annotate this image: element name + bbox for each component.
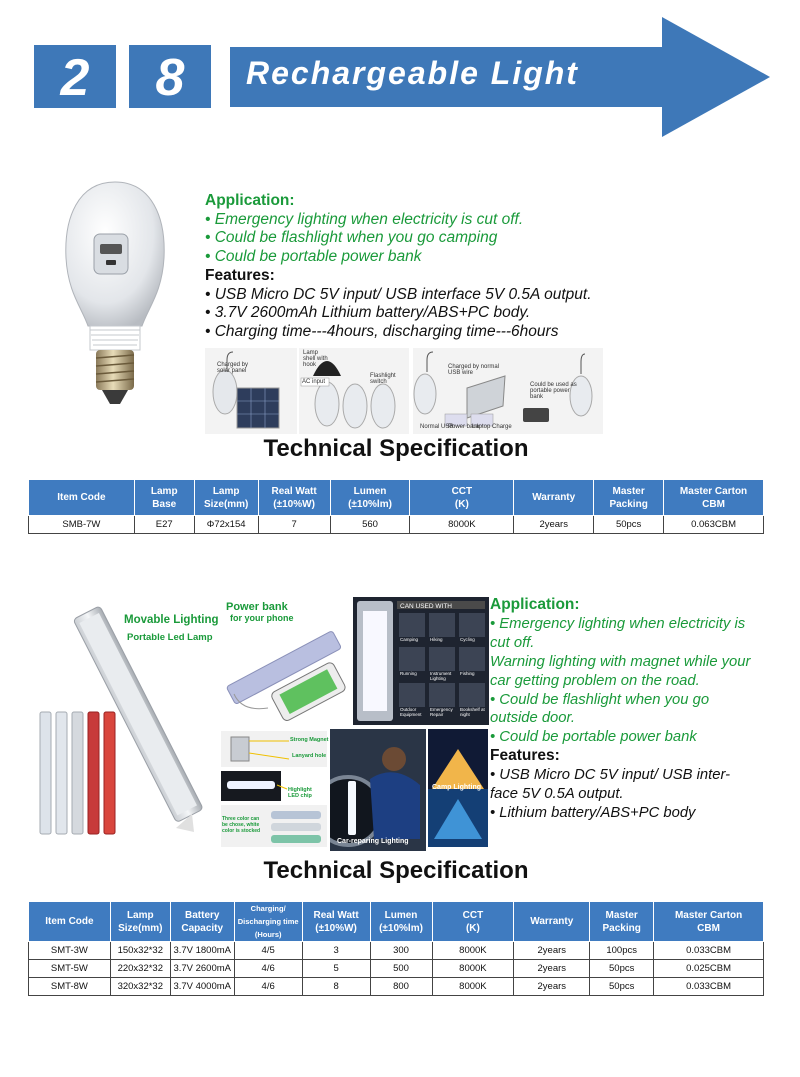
- caption-ac: AC input: [302, 379, 326, 385]
- page-number-digit-1: 2: [34, 45, 116, 108]
- scenario-label: Bookshelf at night: [460, 707, 485, 717]
- application-line: • Could be portable power bank: [490, 729, 697, 746]
- column-header-line: CBM: [702, 498, 725, 510]
- application-line: car getting problem on the road.: [490, 672, 700, 689]
- column-header-line: Charging/: [250, 904, 286, 913]
- table-cell: 2years: [514, 978, 590, 996]
- table-row: [29, 516, 764, 534]
- table-cell: SMT-3W: [29, 942, 111, 960]
- table-cell: 2years: [514, 960, 590, 978]
- column-header: [134, 480, 194, 516]
- column-header-line: Master Carton: [674, 909, 743, 921]
- column-header: [654, 902, 764, 942]
- feature-line: • Lithium battery/ABS+PC body: [490, 804, 696, 821]
- table-cell: SMB-7W: [29, 516, 135, 534]
- caption-tag-powerbank: Power bank: [448, 424, 480, 430]
- application-heading: Application:: [490, 596, 580, 613]
- column-header-line: Lamp: [150, 485, 178, 497]
- features-heading: Features:: [490, 747, 560, 765]
- table-cell: 5: [302, 960, 370, 978]
- feature-line: • USB Micro DC 5V input/ USB inter-: [490, 767, 731, 784]
- column-header: [170, 902, 234, 942]
- use-scenarios-image: [353, 597, 489, 725]
- column-header-line: (±10%lm): [379, 922, 423, 934]
- column-header: [432, 902, 514, 942]
- table-cell: 4/6: [234, 960, 302, 978]
- column-header-line: Battery: [185, 909, 220, 921]
- table-cell: 3: [302, 942, 370, 960]
- table-cell: 220x32*32: [110, 960, 170, 978]
- column-header-line: Master: [605, 909, 638, 921]
- scenario-label: Fishing: [460, 671, 475, 676]
- application-line: • Emergency lighting when electricity is: [490, 615, 746, 632]
- column-header-line: Lumen: [353, 485, 387, 497]
- table-cell: 50pcs: [590, 978, 654, 996]
- column-header: [514, 902, 590, 942]
- column-header-line: (±10%lm): [348, 498, 392, 510]
- column-header-line: (K): [454, 498, 469, 510]
- caption-flash: Flashlight switch: [370, 373, 396, 385]
- movable-lighting-label: Movable Lighting: [124, 614, 219, 626]
- table-cell: SMT-8W: [29, 978, 111, 996]
- column-header: [234, 902, 302, 942]
- scenario-label: Cycling: [460, 637, 475, 642]
- feature-item: • USB Micro DC 5V input/ USB interface 5V 0.5A output.: [205, 285, 592, 303]
- power-bank-label: Power bank: [226, 601, 288, 613]
- column-header-line: CCT: [451, 485, 473, 497]
- page-title: Rechargeable Light: [246, 55, 579, 91]
- caption-solar: Charged by solar panel: [217, 362, 249, 374]
- scenario-label: Instrument Lighting: [430, 671, 452, 681]
- table-row: [29, 960, 764, 978]
- feature-item: • Charging time---4hours, discharging time---6hours: [205, 322, 559, 340]
- table-header-row: [29, 902, 764, 942]
- table-cell: 0.033CBM: [654, 978, 764, 996]
- caption-powerbank: Could be used as portable power bank: [530, 382, 577, 400]
- column-header-line: Lumen: [384, 909, 418, 921]
- table-row: [29, 942, 764, 960]
- caption-tag-laptop: Laptop Charge: [472, 424, 512, 430]
- column-header-line: Item Code: [45, 916, 94, 927]
- spec-table-2: [28, 901, 764, 996]
- column-header: [110, 902, 170, 942]
- table-cell: 100pcs: [590, 942, 654, 960]
- table-cell: 8: [302, 978, 370, 996]
- column-header: [594, 480, 664, 516]
- spec-table-1: [28, 479, 764, 534]
- table-cell: 8000K: [432, 960, 514, 978]
- table-cell: 4/5: [234, 942, 302, 960]
- application-line: cut off.: [490, 634, 535, 651]
- column-header: [590, 902, 654, 942]
- column-header-line: CCT: [462, 909, 484, 921]
- column-header-line: Master: [612, 485, 645, 497]
- scenario-label: Emergency Repair: [430, 707, 453, 717]
- spec-title-1: Technical Specification: [263, 435, 529, 462]
- column-header-line: Discharging time: [237, 917, 299, 926]
- column-header-line: Master Carton: [679, 485, 748, 497]
- table-cell: 560: [330, 516, 410, 534]
- column-header-line: Packing: [602, 922, 641, 934]
- column-header: [258, 480, 330, 516]
- camp-lighting-label: Camp Lighting: [432, 784, 481, 791]
- page-number-digit-2: 8: [129, 45, 211, 108]
- table-cell: 0.063CBM: [664, 516, 764, 534]
- table-header-row: [29, 480, 764, 516]
- feature-line: face 5V 0.5A output.: [490, 786, 624, 803]
- column-header-line: Base: [152, 498, 177, 510]
- caption-hook: Lamp shell with hook: [303, 350, 328, 368]
- table-cell: 3.7V 1800mA: [170, 942, 234, 960]
- banner-arrow-icon: [662, 17, 770, 137]
- features-heading: Features:: [205, 266, 275, 284]
- power-bank-phone-image: [222, 622, 346, 722]
- column-header-line: (±10%W): [315, 922, 357, 934]
- column-header-line: CBM: [697, 922, 720, 934]
- column-header-line: Size(mm): [203, 498, 249, 510]
- table-cell: Φ72x154: [194, 516, 258, 534]
- table-cell: 50pcs: [594, 516, 664, 534]
- table-cell: 7: [258, 516, 330, 534]
- table-cell: 3.7V 4000mA: [170, 978, 234, 996]
- column-header-line: Real Watt: [271, 485, 317, 497]
- car-repairing-label: Car-reparing Lighting: [337, 838, 409, 845]
- can-used-with-label: CAN USED WITH: [400, 603, 452, 610]
- table-cell: 50pcs: [590, 960, 654, 978]
- scenario-label: Hiking: [430, 637, 443, 642]
- column-header: [330, 480, 410, 516]
- table-cell: E27: [134, 516, 194, 534]
- application-item: • Emergency lighting when electricity is cut off.: [205, 210, 524, 228]
- table-cell: 150x32*32: [110, 942, 170, 960]
- column-header-line: Warranty: [530, 916, 574, 927]
- application-line: • Could be flashlight when you go: [490, 691, 710, 708]
- car-repair-photo: [330, 729, 426, 851]
- column-header-line: (K): [465, 922, 480, 934]
- highlight-led-label: Highlight LED chip: [288, 787, 312, 799]
- spec-title-2: Technical Specification: [263, 857, 529, 884]
- table-cell: SMT-5W: [29, 960, 111, 978]
- column-header-line: Capacity: [181, 922, 224, 934]
- column-header-line: Size(mm): [118, 922, 163, 934]
- table-row: [29, 978, 764, 996]
- column-header: [514, 480, 594, 516]
- table-cell: 8000K: [432, 978, 514, 996]
- column-header-line: Packing: [609, 498, 648, 510]
- column-header: [410, 480, 514, 516]
- column-header: [194, 480, 258, 516]
- column-header: [664, 480, 764, 516]
- table-cell: 8000K: [410, 516, 514, 534]
- column-header-line: (Hours): [254, 930, 282, 939]
- application-line: Warning lighting with magnet while your: [490, 653, 751, 670]
- scenario-label: Outdoor Equipment: [400, 707, 422, 717]
- caption-usb: Charged by normal USB wire: [448, 364, 500, 376]
- table-cell: 3.7V 2600mA: [170, 960, 234, 978]
- section2-description: [490, 596, 750, 823]
- column-header-line: Real Watt: [313, 909, 359, 921]
- column-header: [29, 902, 111, 942]
- scenario-label: Running: [400, 671, 417, 676]
- column-header-line: Lamp: [212, 485, 240, 497]
- strong-magnet-label: Strong Magnet: [290, 737, 329, 743]
- table-cell: 2years: [514, 942, 590, 960]
- table-cell: 320x32*32: [110, 978, 170, 996]
- portable-lamp-label: Portable Led Lamp: [127, 632, 213, 643]
- column-header: [370, 902, 432, 942]
- caption-tag-usb: Normal USB: [420, 424, 454, 430]
- application-line: outside door.: [490, 710, 576, 727]
- section1-description: [205, 192, 592, 342]
- table-cell: 300: [370, 942, 432, 960]
- table-cell: 8000K: [432, 942, 514, 960]
- table-cell: 2years: [514, 516, 594, 534]
- application-item: • Could be portable power bank: [205, 248, 422, 266]
- three-color-label: Three color can be chose, white color is stocked: [222, 816, 261, 834]
- column-header-line: (±10%W): [273, 498, 315, 510]
- power-bank-sub-label: for your phone: [230, 613, 294, 623]
- table-cell: 0.033CBM: [654, 942, 764, 960]
- application-item: • Could be flashlight when you go camping: [205, 229, 498, 247]
- feature-item: • 3.7V 2600mAh Lithium battery/ABS+PC body.: [205, 304, 531, 322]
- application-heading: Application:: [205, 192, 295, 209]
- lanyard-hole-label: Lanyard hole: [292, 753, 327, 759]
- bulb-lamp-image: [60, 178, 170, 410]
- table-cell: 0.025CBM: [654, 960, 764, 978]
- column-header-line: Item Code: [57, 492, 106, 503]
- column-header-line: Warranty: [532, 492, 576, 503]
- table-cell: 4/6: [234, 978, 302, 996]
- column-header: [302, 902, 370, 942]
- scenario-label: Camping: [400, 637, 419, 642]
- table-cell: 800: [370, 978, 432, 996]
- column-header-line: Lamp: [126, 909, 154, 921]
- table-cell: 500: [370, 960, 432, 978]
- column-header: [29, 480, 135, 516]
